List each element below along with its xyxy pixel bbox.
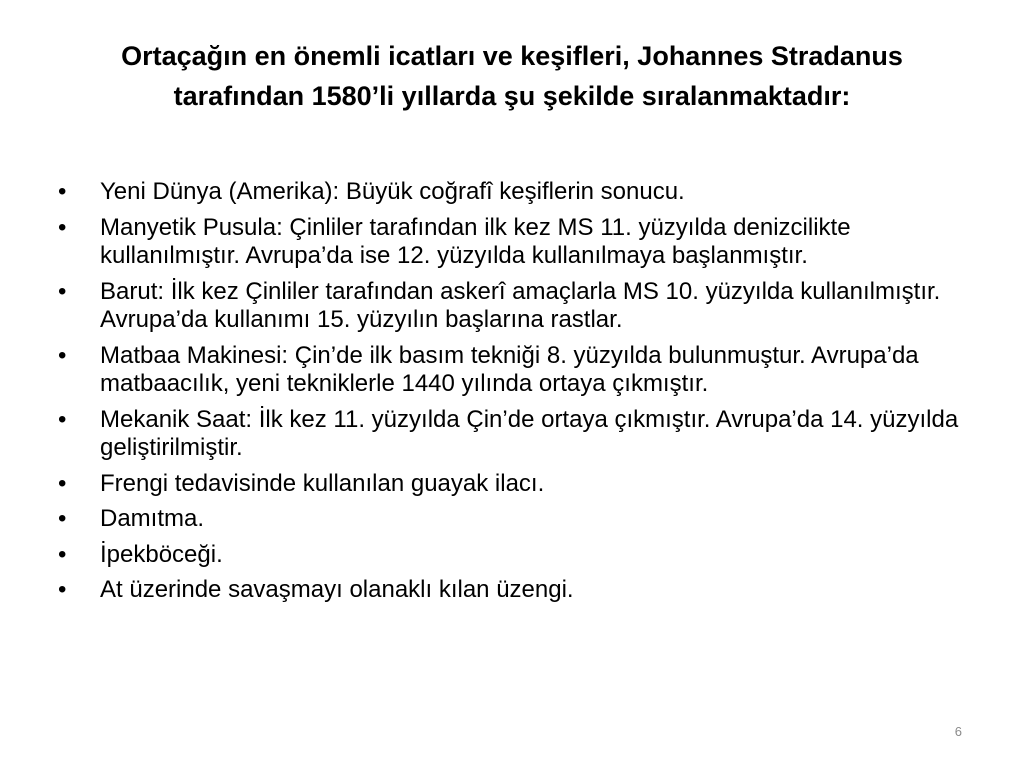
list-item-text: Mekanik Saat: İlk kez 11. yüzyılda Çin’de ortaya çıkmıştır. Avrupa’da 14. yüzyılda geliştirilmiştir. <box>100 405 959 461</box>
bullet-icon: • <box>58 213 67 241</box>
list-item-text: Manyetik Pusula: Çinliler tarafından ilk kez MS 11. yüzyılda denizcilikte kullanılmıştır. Avrupa’da ise 12. yüzyılda kullanılmaya başlanmıştır. <box>100 213 851 269</box>
list-item <box>56 576 976 605</box>
list-item <box>56 178 976 207</box>
bullet-icon: • <box>58 277 67 305</box>
list-item <box>56 541 976 570</box>
bullet-list <box>56 178 976 612</box>
list-item-text: Frengi tedavisinde kullanılan guayak ilacı. <box>100 469 545 497</box>
slide-number: 6 <box>954 724 962 739</box>
list-item <box>56 214 976 271</box>
bullet-icon: • <box>58 341 67 369</box>
list-item <box>56 406 976 463</box>
list-item <box>56 505 976 534</box>
list-item-text: Damıtma. <box>100 505 205 532</box>
list-item-text: Yeni Dünya (Amerika): Büyük coğrafî keşiflerin sonucu. <box>100 178 685 205</box>
bullet-icon: • <box>58 505 67 532</box>
list-item-text: Barut: İlk kez Çinliler tarafından askerî amaçlarla MS 10. yüzyılda kullanılmıştır. Avrupa’da kullanımı 15. yüzyılın başlarına rastlar. <box>100 277 941 333</box>
list-item <box>56 342 976 399</box>
bullet-icon: • <box>58 469 67 497</box>
bullet-icon: • <box>58 576 67 603</box>
bullet-icon: • <box>58 540 67 568</box>
list-item <box>56 470 976 499</box>
list-item-text: At üzerinde savaşmayı olanaklı kılan üzengi. <box>100 576 574 603</box>
list-item-text: Matbaa Makinesi: Çin’de ilk basım tekniği 8. yüzyılda bulunmuştur. Avrupa’da matbaacılık, yeni tekniklerle 1440 yılında ortaya çıkmıştır. <box>100 341 919 397</box>
list-item <box>56 278 976 335</box>
slide-title: Ortaçağın en önemli icatları ve keşifleri, Johannes Stradanus tarafından 1580’li yıllarda şu şekilde sıralanmaktadır: <box>121 41 903 111</box>
bullet-icon: • <box>58 178 67 205</box>
bullet-icon: • <box>58 405 67 433</box>
list-item-text: İpekböceği. <box>100 540 223 568</box>
